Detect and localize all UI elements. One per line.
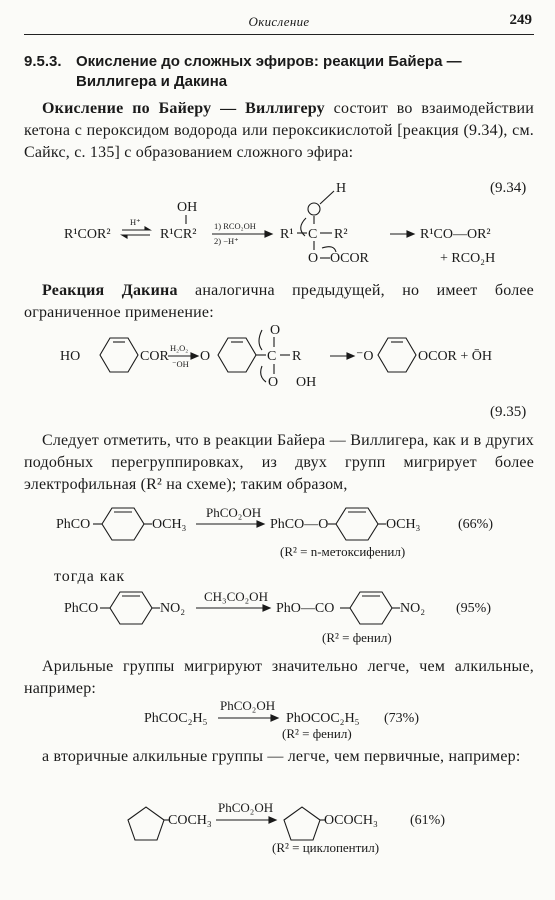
paragraph-migration: Следует отметить, что в реакции Байера — Виллигера, как и в других подобных перегруппировках, из двух групп мигрирует более электрофильная (R² на схеме); таким образом,	[24, 432, 534, 493]
dakin-curved-arrow-1	[259, 330, 262, 350]
ex1-note: (R² = n-метоксифенил)	[280, 544, 406, 559]
ex4-yield: (61%)	[410, 813, 445, 828]
paragraph-secondary: а вторичные алкильные группы — легче, чем первичные, например:	[42, 748, 521, 765]
reaction-arrow-3-head	[407, 231, 414, 237]
dakin-arrow-head	[191, 353, 198, 359]
ex2-right-b: NO₂	[400, 601, 426, 616]
dakin-peroxide-o: O	[268, 375, 279, 390]
section-title-line1: Окисление до сложных эфиров: реакции Байера —	[76, 53, 462, 70]
eq-arrow-back-head	[122, 235, 127, 238]
ex3-arrow-head	[271, 715, 278, 721]
benzene-ring-2	[218, 338, 256, 372]
ex3-yield: (73%)	[384, 711, 419, 726]
section-heading	[24, 52, 534, 92]
criegee-r2: R²	[334, 227, 348, 242]
ex2-ring-1	[110, 592, 152, 624]
paragraph-lead-dakin: Реакция Дакина	[42, 282, 178, 299]
dakin-phenoxide-product: ⁻O	[356, 349, 374, 364]
ex2-ring-2	[350, 592, 392, 624]
page-header	[24, 10, 534, 35]
dakin-r: R	[292, 349, 302, 364]
example-2-scheme	[0, 584, 555, 654]
eq-arrow-forward-head	[145, 227, 150, 230]
ex2-left-a: PhCO	[64, 601, 99, 616]
o-h-bond	[320, 191, 334, 204]
arrow2-bottom-label: 2) −H⁺	[214, 236, 239, 246]
running-title: Окисление	[248, 14, 310, 29]
paragraph-baeyer-villiger	[24, 98, 534, 164]
reactant-ketone: R¹COR²	[64, 227, 111, 242]
dakin-ho: HO	[60, 349, 81, 364]
scheme-9-34	[0, 178, 555, 270]
paragraph-dakin	[24, 280, 534, 324]
page-number: 249	[509, 12, 532, 28]
ex2-reagent: CH₃CO₂OH	[204, 589, 268, 604]
example-4-scheme	[0, 790, 555, 860]
arrow1-label: H⁺	[130, 217, 141, 227]
ex4-note: (R² = циклопентил)	[272, 840, 380, 855]
section-title-line2: Виллигера и Дакина	[76, 73, 228, 90]
criegee-carbon: C	[308, 227, 318, 242]
reaction-arrow-2-head	[265, 231, 272, 237]
dakin-phenoxide-o: O	[200, 349, 211, 364]
ex1-right-a: PhCO—O	[270, 517, 329, 532]
dakin-arrow-bottom: ⁻OH	[172, 359, 189, 369]
benzene-ring-1	[100, 338, 138, 372]
criegee-oxygen: O	[308, 251, 319, 266]
product-ester: R¹CO—OR²	[420, 227, 491, 242]
arrow2-top-label: 1) RCO₂OH	[214, 221, 256, 231]
protonated-ketone: R¹CR²	[160, 227, 197, 242]
ex3-right: PhOCOC₂H₅	[286, 711, 360, 726]
criegee-r1: R¹	[280, 227, 294, 242]
example-3-scheme	[0, 696, 555, 742]
ex1-yield: (66%)	[458, 517, 493, 532]
benzene-ring-3	[378, 338, 416, 372]
dakin-curved-arrow-2	[261, 366, 266, 382]
paragraph-aryl: Арильные группы мигрируют значительно легче, чем алкильные, например:	[24, 658, 534, 697]
ex2-yield: (95%)	[456, 601, 491, 616]
ex4-cyclopentane-1	[128, 807, 164, 840]
ex1-ring-1	[102, 508, 144, 540]
dakin-cor: COR	[140, 349, 169, 364]
ex2-right-a: PhO—CO	[276, 601, 335, 616]
ex2-note: (R² = фенил)	[322, 630, 392, 645]
ex1-arrow-head	[257, 521, 264, 527]
ex2-arrow-head	[263, 605, 270, 611]
ex4-reagent: PhCO₂OH	[218, 800, 274, 815]
ex3-left: PhCOC₂H₅	[144, 711, 208, 726]
product-acid: + RCO₂H	[440, 251, 496, 266]
equation-number-9-34: (9.34)	[490, 180, 527, 196]
criegee-ocor: OCOR	[330, 251, 369, 266]
example-1-scheme	[0, 500, 555, 570]
dakin-oxyanion: O	[270, 323, 281, 338]
ex4-left: COCH₃	[168, 813, 212, 828]
criegee-hydrogen: H	[336, 181, 347, 196]
dakin-ester-product: OCOR + ŌH	[418, 349, 493, 364]
ex4-arrow-head	[269, 817, 276, 823]
text-tokda: тогда как	[54, 568, 126, 585]
dakin-arrow-top: H₂O₂	[170, 343, 189, 353]
equation-number-9-35: (9.35)	[490, 404, 527, 420]
ex1-left-a: PhCO	[56, 517, 91, 532]
paragraph-text-baeyer: состоит во взаимодействии кетона с пероксидом водорода или пероксикислотой [реакция (9.34), см. Сайкс, с. 135] с образованием сложного эфира:	[24, 100, 535, 161]
ex1-reagent: PhCO₂OH	[206, 505, 262, 520]
dakin-oh: OH	[296, 375, 317, 390]
ex3-reagent: PhCO₂OH	[220, 698, 276, 713]
ex1-right-b: OCH₃	[386, 517, 421, 532]
dakin-arrow-2-head	[347, 353, 354, 359]
section-number: 9.5.3.	[24, 53, 62, 70]
ex1-ring-2	[336, 508, 378, 540]
ex4-cyclopentane-2	[284, 807, 320, 840]
ex3-note: (R² = фенил)	[282, 726, 352, 741]
ex4-right: OCOCH₃	[324, 813, 378, 828]
dakin-carbon: C	[267, 349, 277, 364]
ex2-left-b: NO₂	[160, 601, 186, 616]
paragraph-lead-baeyer: Окисление по Байеру — Виллигеру	[42, 100, 325, 117]
ex1-left-b: OCH₃	[152, 517, 187, 532]
oxygen-top-ring	[308, 203, 320, 215]
paragraph-text-dakin: аналогична предыдущей, но имеет более ограниченное применение:	[24, 282, 534, 321]
hydroxyl-label: OH	[177, 200, 198, 215]
scheme-9-35	[0, 322, 555, 392]
